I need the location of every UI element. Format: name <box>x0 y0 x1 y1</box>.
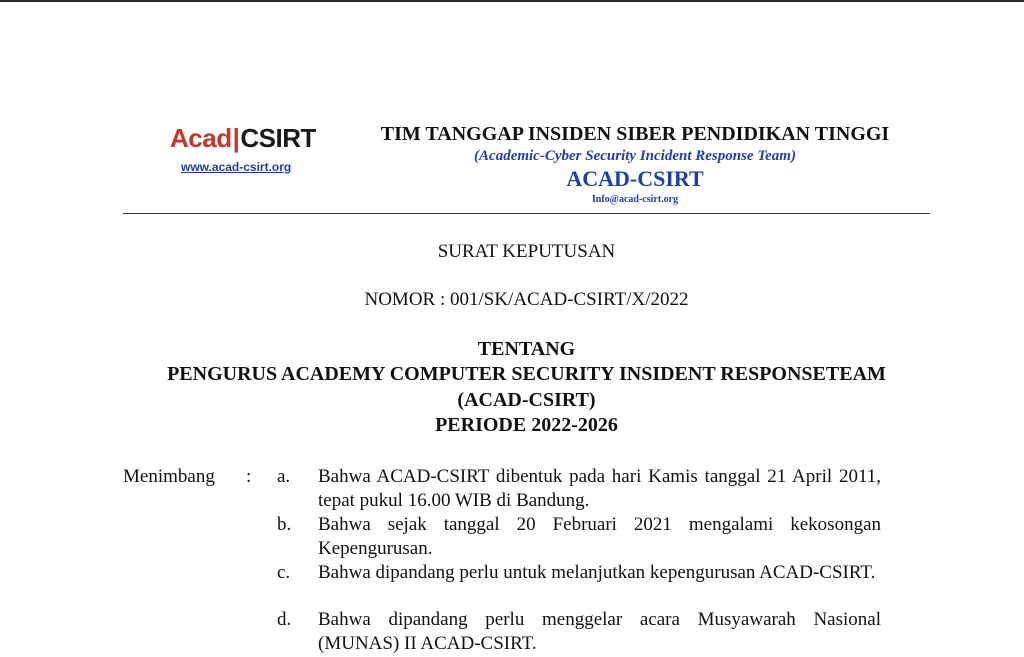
letterhead-divider <box>123 213 930 214</box>
considering-label: Menimbang <box>123 466 215 487</box>
item-letter: a. <box>277 466 291 487</box>
logo-acad-text: Acad <box>170 123 232 153</box>
window-top-border <box>0 0 1024 2</box>
considering-colon: : <box>246 466 252 487</box>
document-type: SURAT KEPUTUSAN <box>437 241 616 262</box>
org-acronym: ACAD-CSIRT <box>566 166 704 191</box>
org-name: TIM TANGGAP INSIDEN SIBER PENDIDIKAN TINGGI <box>380 123 890 145</box>
item-text: Bahwa dipandang perlu menggelar acara Musyawarah Nasional (MUNAS) II ACAD-CSIRT. <box>318 609 881 654</box>
subject-line-about: TENTANG <box>477 338 576 360</box>
item-text: Bahwa sejak tanggal 20 Februari 2021 mengalami kekosongan Kepengurusan. <box>318 514 881 559</box>
subject-line-acronym: (ACAD-CSIRT) <box>457 389 596 411</box>
org-subtitle: (Academic-Cyber Security Incident Response Team) <box>474 148 796 164</box>
logo-separator: | <box>232 123 240 153</box>
item-text: Bahwa ACAD-CSIRT dibentuk pada hari Kamis tanggal 21 April 2011, tepat pukul 16.00 WIB di Bandung. <box>318 466 881 511</box>
acad-csirt-logo <box>170 123 316 153</box>
subject-line-period: PERIODE 2022-2026 <box>435 414 618 436</box>
item-letter: b. <box>277 514 292 535</box>
item-letter: c. <box>277 562 291 583</box>
subject-line-title: PENGURUS ACADEMY COMPUTER SECURITY INSIDENT RESPONSETEAM <box>167 363 886 385</box>
item-letter: d. <box>277 609 292 630</box>
document-number: NOMOR : 001/SK/ACAD-CSIRT/X/2022 <box>364 289 689 310</box>
website-link[interactable]: www.acad-csirt.org <box>181 160 292 174</box>
org-email-link[interactable]: Info@acad-csirt.org <box>591 194 679 205</box>
logo-csirt-text: CSIRT <box>240 123 316 153</box>
item-text: Bahwa dipandang perlu untuk melanjutkan kepengurusan ACAD-CSIRT. <box>318 562 876 583</box>
